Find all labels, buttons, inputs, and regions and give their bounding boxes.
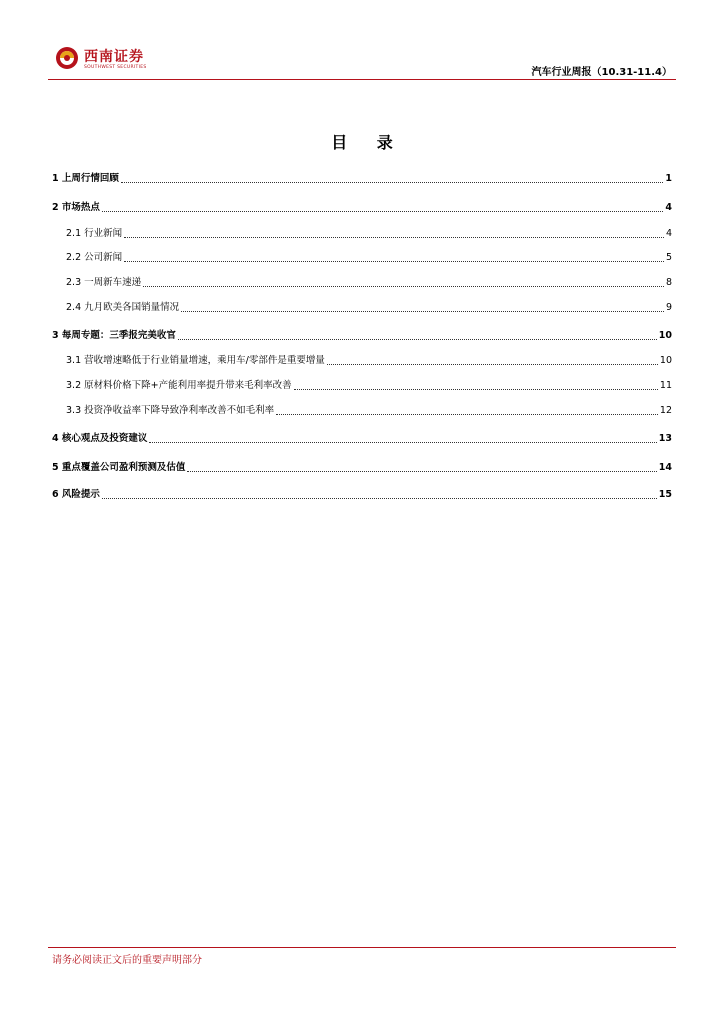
toc-entry-label: 3.3 投资净收益率下降导致净利率改善不如毛利率 xyxy=(66,405,275,416)
toc-leader-dots xyxy=(187,471,656,472)
toc-entry[interactable] xyxy=(66,301,672,315)
logo-english-name: SOUTHWEST SECURITIES xyxy=(84,65,147,70)
toc-heading: 目 录 xyxy=(331,133,405,152)
toc-entry[interactable] xyxy=(52,461,672,475)
toc-entry-page: 4 xyxy=(665,228,672,239)
footer-disclaimer: 请务必阅读正文后的重要声明部分 xyxy=(52,955,202,966)
toc-entry-label: 3 每周专题：三季报完美收官 xyxy=(52,330,176,341)
toc-entry[interactable] xyxy=(66,379,672,393)
toc-entry-label: 2.4 九月欧美各国销量情况 xyxy=(66,302,180,313)
toc-entry-page: 12 xyxy=(659,405,672,416)
toc-entry-page: 8 xyxy=(665,277,672,288)
toc-entry-label: 1 上周行情回顾 xyxy=(52,173,119,184)
toc-entry[interactable] xyxy=(66,404,672,418)
toc-entry-label: 2.2 公司新闻 xyxy=(66,252,123,263)
logo-chinese-name: 西南证券 xyxy=(84,49,144,65)
toc-entry-page: 5 xyxy=(665,252,672,263)
toc-entry-label: 3.2 原材料价格下降+产能利用率提升带来毛利率改善 xyxy=(66,380,292,391)
toc-leader-dots xyxy=(294,389,658,390)
toc-entry[interactable] xyxy=(52,172,672,186)
toc-entry-label: 5 重点覆盖公司盈利预测及估值 xyxy=(52,462,186,473)
toc-entry-page: 10 xyxy=(658,330,672,341)
toc-entry-page: 11 xyxy=(659,380,672,391)
toc-entry[interactable] xyxy=(52,488,672,502)
company-logo xyxy=(55,46,147,74)
toc-entry-page: 15 xyxy=(658,489,672,500)
toc-leader-dots xyxy=(149,442,656,443)
footer-divider xyxy=(48,947,676,948)
toc-leader-dots xyxy=(124,261,664,262)
toc-entry-label: 2.3 一周新车速递 xyxy=(66,277,142,288)
header-divider xyxy=(48,79,676,80)
toc-leader-dots xyxy=(276,414,658,415)
toc-entry[interactable] xyxy=(52,201,672,215)
toc-leader-dots xyxy=(327,364,658,365)
toc-entry-page: 13 xyxy=(658,433,672,444)
toc-leader-dots xyxy=(102,498,657,499)
toc-leader-dots xyxy=(178,339,657,340)
toc-entry[interactable] xyxy=(66,227,672,241)
toc-leader-dots xyxy=(181,311,664,312)
toc-entry[interactable] xyxy=(52,432,672,446)
toc-entry-page: 10 xyxy=(659,355,672,366)
report-title: 汽车行业周报（10.31-11.4） xyxy=(531,67,672,78)
toc-entry-label: 2.1 行业新闻 xyxy=(66,228,123,239)
toc-entry[interactable] xyxy=(66,251,672,265)
toc-entry-label: 6 风险提示 xyxy=(52,489,100,500)
toc-leader-dots xyxy=(102,211,663,212)
toc-entry-label: 3.1 营收增速略低于行业销量增速，乘用车/零部件是重要增量 xyxy=(66,355,325,366)
toc-leader-dots xyxy=(124,237,664,238)
toc-entry-label: 4 核心观点及投资建议 xyxy=(52,433,148,444)
page-header xyxy=(0,0,724,82)
toc-entry[interactable] xyxy=(66,354,672,368)
toc-entry-page: 9 xyxy=(665,302,672,313)
toc-entry-page: 1 xyxy=(665,173,672,184)
toc-entry-page: 4 xyxy=(665,202,672,213)
toc-leader-dots xyxy=(143,286,664,287)
logo-emblem-icon xyxy=(55,46,79,70)
toc-entry[interactable] xyxy=(52,329,672,343)
toc-entry[interactable] xyxy=(66,276,672,290)
toc-entry-page: 14 xyxy=(658,462,672,473)
toc-entry-label: 2 市场热点 xyxy=(52,202,100,213)
toc-leader-dots xyxy=(121,182,663,183)
